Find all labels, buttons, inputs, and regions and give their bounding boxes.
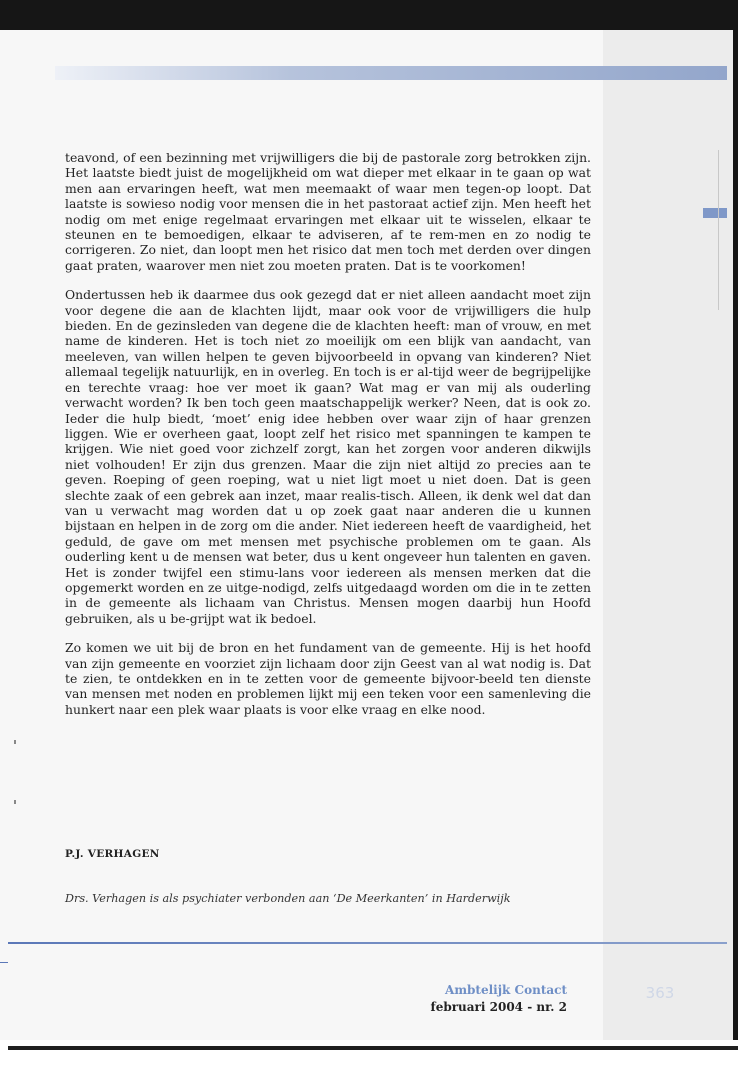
page-number: 363 bbox=[645, 984, 675, 1002]
magazine-page bbox=[0, 30, 733, 1048]
author-name: P.J. VERHAGEN bbox=[65, 848, 160, 860]
paragraph-3: Zo komen we uit bij de bron en het fundament van de gemeente. Hij is het hoofd van zijn gemeente en voorziet zijn lichaam door zijn Geest van al wat nodig is. Dat te zien, te ontdekken en in te zetten voor de gemeente bijvoor-beeld ten dienste van mensen met noden en problemen lijkt mij een teken voor een samenleving die hunkert naar een plek waar plaats is voor elke vraag en elke nood. bbox=[65, 640, 591, 717]
paragraph-1: teavond, of een bezinning met vrijwilligers die bij de pastorale zorg betrokken zijn. Het laatste biedt juist de mogelijkheid om wat dieper met elkaar in te gaan op wat men aan ervaringen heeft, wat men meemaakt of waar men tegen-op loopt. Dat laatste is sowieso nodig voor mensen die in het pastoraat actief zijn. Men heeft het nodig om met enige regelmaat ervaringen met elkaar uit te wisselen, elkaar te steunen en te bemoedigen, elkaar te adviseren, af te rem-men en zo nodig te corrigeren. Zo niet, dan loopt men het risico dat men toch met derden over dingen gaat praten, waarover men niet zou moeten praten. Dat is te voorkomen! bbox=[65, 150, 591, 273]
scan-border-bottom-bar bbox=[8, 1046, 738, 1050]
footer-rule-stub bbox=[0, 962, 8, 963]
margin-mark bbox=[14, 800, 16, 804]
section-marker bbox=[703, 208, 727, 218]
bleed-through-line bbox=[718, 150, 719, 310]
margin-mark bbox=[14, 740, 16, 744]
article-body bbox=[65, 150, 591, 731]
scan-border-bottom bbox=[0, 1040, 738, 1068]
issue-date: februari 2004 - nr. 2 bbox=[430, 1000, 567, 1014]
page-sidebar-column bbox=[603, 30, 733, 1048]
author-note: Drs. Verhagen is als psychiater verbonden aan ‘De Meerkanten’ in Harderwijk bbox=[65, 892, 511, 905]
paragraph-2: Ondertussen heb ik daarmee dus ook gezegd dat er niet alleen aandacht moet zijn voor degene die aan de klachten lijdt, maar ook voor de vrijwilligers die hulp bieden. En de gezinsleden van degene die de klachten heeft: man of vrouw, en met name de kinderen. Het is toch niet zo moeilijk om een blijk van aandacht, van meeleven, van willen helpen te geven bijvoorbeeld in opvang van kinderen? Niet allemaal tegelijk natuurlijk, en in overleg. En toch is er al-tijd weer de begrijpelijke en terechte vraag: hoe ver moet ik gaan? Wat mag er van mij als ouderling verwacht worden? Ik ben toch geen maatschappelijk werker? Neen, dat is ook zo. Ieder die hulp biedt, ‘moet’ enig idee hebben over waar zijn of haar grenzen liggen. Wie er overheen gaat, loopt zelf het risico met spanningen te kampen te krijgen. Wie niet goed voor zichzelf zorgt, kan het zorgen voor anderen dikwijls niet volhouden! Er zijn dus grenzen. Maar die zijn niet altijd zo precies aan te geven. Roeping of geen roeping, wat u niet ligt moet u niet doen. Dat is geen slechte zaak of een gebrek aan inzet, maar realis-tisch. Alleen, ik denk wel dat dan van u verwacht mag worden dat u op zoek gaat naar anderen die u kunnen bijstaan en helpen in de zorg om die ander. Niet iedereen heeft de vaardigheid, het geduld, de gave om met mensen met psychische problemen om te gaan. Als ouderling kent u de mensen wat beter, dus u kent ongeveer hun talenten en gaven. Het is zonder twijfel een stimu-lans voor iedereen als mensen merken dat die opgemerkt worden en ze uitge-nodigd, zelfs uitgedaagd worden om die in te zetten in de gemeente als lichaam van Christus. Mensen mogen daarbij hun Hoofd gebruiken, als u be-grijpt wat ik bedoel. bbox=[65, 287, 591, 626]
header-color-band bbox=[55, 66, 727, 80]
publication-name: Ambtelijk Contact bbox=[445, 983, 567, 997]
scan-border-right bbox=[733, 0, 738, 1068]
scan-border-top bbox=[0, 0, 738, 30]
footer-rule bbox=[8, 942, 727, 944]
